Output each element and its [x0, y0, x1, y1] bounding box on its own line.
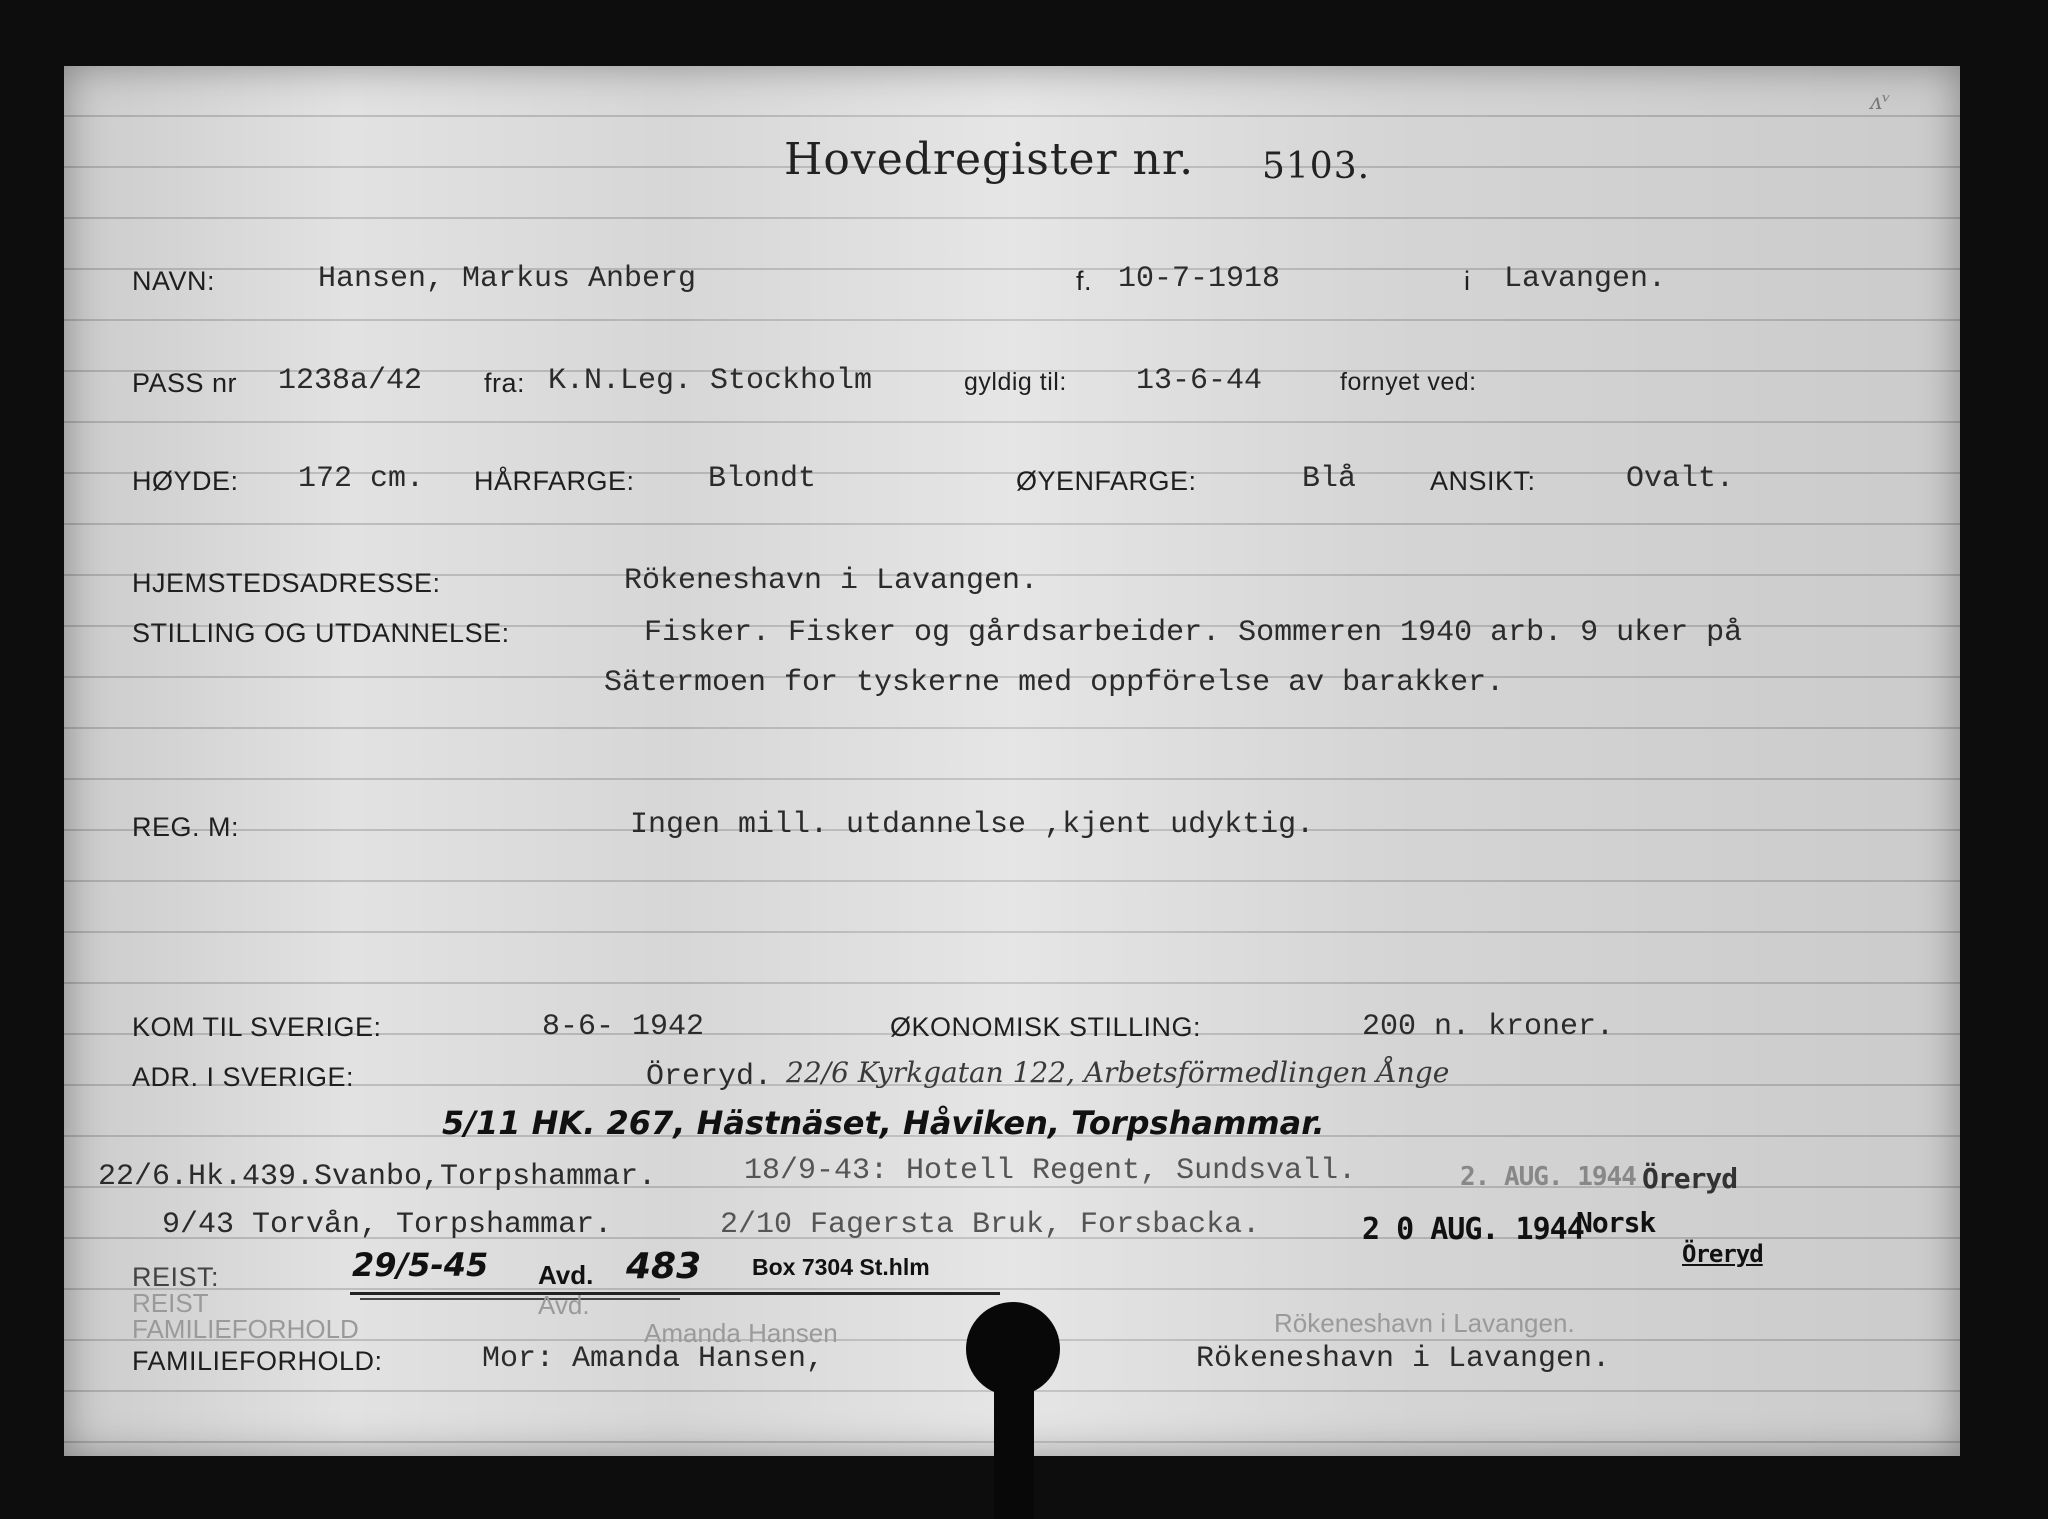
pass-from-label: fra: [484, 368, 526, 398]
arrival-date: 8-6- 1942 [542, 1010, 705, 1044]
stamp-date-faint: 2. AUG. 1944 [1460, 1162, 1636, 1192]
stamp-oreryd-2: Öreryd [1682, 1240, 1763, 1268]
address-line-3a: 22/6.Hk.439.Svanbo,Torpshammar. [98, 1160, 657, 1194]
corner-mark: ᴧᵛ [1870, 90, 1891, 115]
ghost-text-1: REIST [132, 1288, 209, 1318]
dept-number: 483 [626, 1246, 702, 1287]
height-value: 172 cm. [298, 462, 425, 496]
travel-label: REIST: [132, 1262, 220, 1292]
valid-until-value: 13-6-44 [1136, 364, 1263, 398]
ghost-text-3: Avd. [538, 1290, 590, 1320]
economic-label: ØKONOMISK STILLING: [890, 1012, 1202, 1042]
family-address: Rökeneshavn i Lavangen. [1196, 1342, 1611, 1376]
military-value: Ingen mill. utdannelse ,kjent udyktig. [630, 808, 1315, 842]
address-handwritten-1: 22/6 Kyrkgatan 122, Arbetsförmedlingen Ånge [786, 1056, 1450, 1089]
face-value: Ovalt. [1626, 462, 1735, 496]
born-label: f. [1076, 266, 1093, 296]
address-handwritten-2: 5/11 HK. 267, Hästnäset, Håviken, Torpshammar. [442, 1104, 1325, 1142]
register-number: 5103. [1262, 146, 1371, 187]
family-value: Mor: Amanda Hansen, [482, 1342, 825, 1376]
pass-label: PASS nr [132, 368, 238, 398]
born-date: 10-7-1918 [1118, 262, 1281, 296]
ghost-text-2: FAMILIEFORHOLD [132, 1314, 359, 1344]
economic-value: 200 n. kroner. [1362, 1010, 1615, 1044]
card-slot [994, 1380, 1034, 1519]
arrival-label: KOM TIL SVERIGE: [132, 1012, 382, 1042]
navn-label: NAVN: [132, 266, 216, 296]
valid-until-label: gyldig til: [964, 368, 1067, 396]
home-address-label: HJEMSTEDSADRESSE: [132, 568, 441, 598]
register-card [64, 66, 1960, 1456]
eye-value: Blå [1302, 462, 1357, 496]
height-label: HØYDE: [132, 466, 239, 496]
card-title: Hovedregister nr. [784, 134, 1195, 185]
hair-value: Blondt [708, 462, 817, 496]
home-address-value: Rökeneshavn i Lavangen. [624, 564, 1039, 598]
stamp-oreryd-1: Öreryd [1642, 1162, 1738, 1195]
address-line-4a: 9/43 Torvån, Torpshammar. [162, 1208, 613, 1242]
birthplace-label: i [1464, 266, 1471, 296]
stamp-norsk: Norsk [1576, 1206, 1656, 1239]
travel-underline [350, 1292, 1000, 1295]
stamp-date-bold: 2 0 AUG. 1944 [1362, 1212, 1584, 1247]
travel-underline-2 [360, 1298, 680, 1300]
address-line-4b: 2/10 Fagersta Bruk, Forsbacka. [720, 1208, 1261, 1242]
occupation-line-1: Fisker. Fisker og gårdsarbeider. Sommeren 1940 arb. 9 uker på [644, 616, 1743, 650]
pass-number: 1238a/42 [278, 364, 423, 398]
box-label: Box 7304 St.hlm [752, 1254, 930, 1280]
eye-label: ØYENFARGE: [1016, 466, 1197, 496]
sweden-address-value: Öreryd. [646, 1060, 773, 1094]
address-line-3b: 18/9-43: Hotell Regent, Sundsvall. [744, 1154, 1357, 1188]
face-label: ANSIKT: [1430, 466, 1536, 496]
travel-date: 29/5-45 [352, 1246, 489, 1284]
family-label: FAMILIEFORHOLD: [132, 1346, 383, 1376]
military-label: REG. M: [132, 812, 240, 842]
pass-issuer: K.N.Leg. Stockholm [548, 364, 873, 398]
occupation-label: STILLING OG UTDANNELSE: [132, 618, 510, 648]
birthplace-value: Lavangen. [1504, 262, 1667, 296]
dept-label: Avd. [538, 1260, 594, 1290]
renewed-label: fornyet ved: [1340, 368, 1477, 396]
occupation-line-2: Sätermoen for tyskerne med oppförelse av barakker. [604, 666, 1505, 700]
ghost-text-5: Rökeneshavn i Lavangen. [1274, 1308, 1575, 1338]
ghost-text-4: Amanda Hansen [644, 1318, 838, 1348]
hair-label: HÅRFARGE: [474, 466, 635, 496]
navn-value: Hansen, Markus Anberg [318, 262, 697, 296]
sweden-address-label: ADR. I SVERIGE: [132, 1062, 355, 1092]
